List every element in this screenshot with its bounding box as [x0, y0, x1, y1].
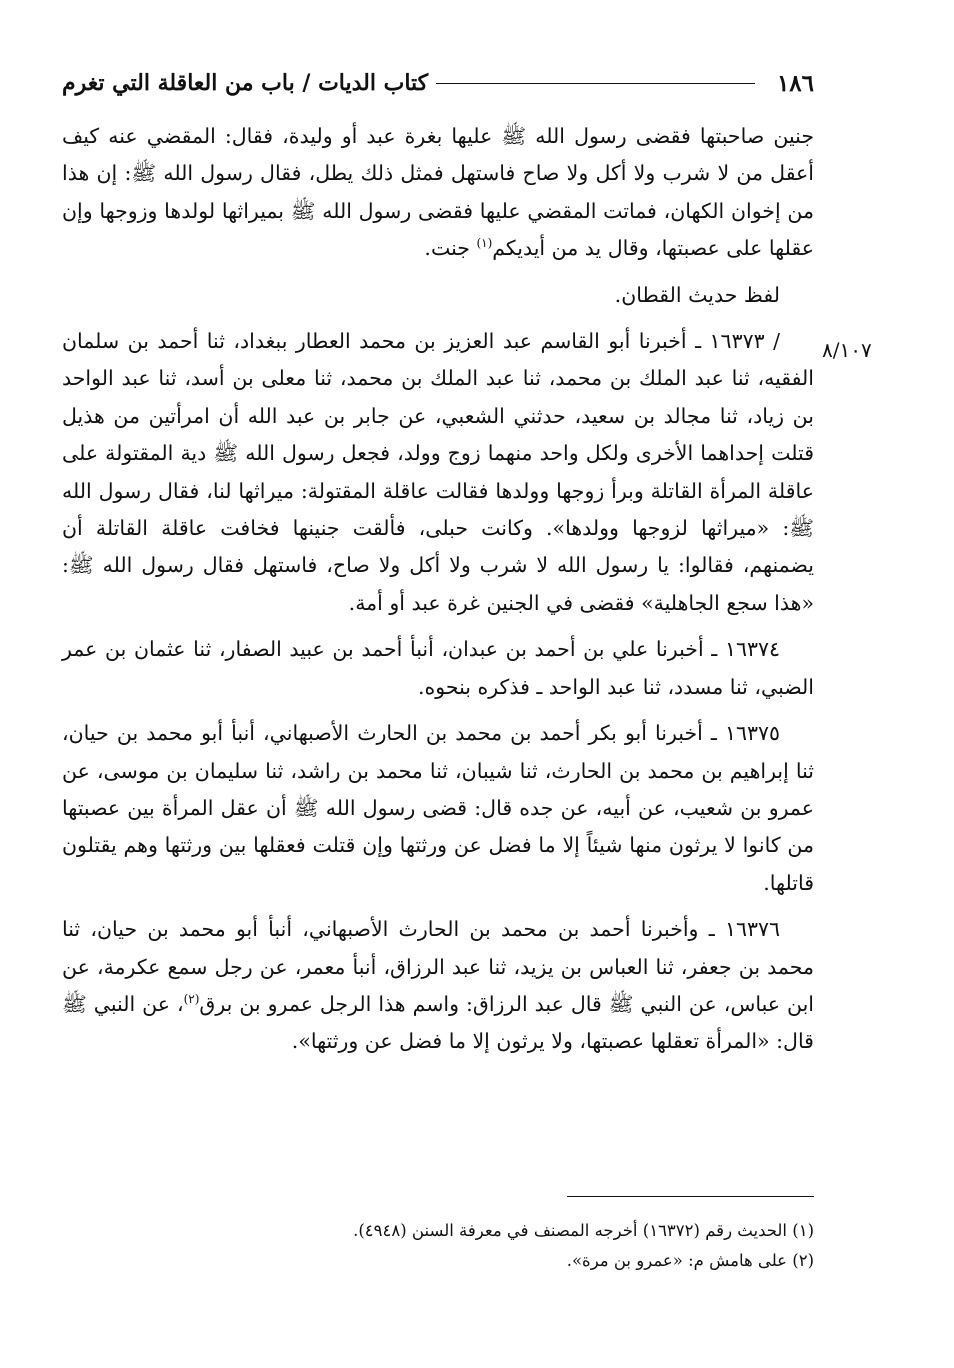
hadith-16373: / ١٦٣٧٣ ـ أخبرنا أبو القاسم عبد العزيز بن محمد العطار ببغداد، ثنا أحمد بن سلمان الفقيه، ثنا عبد الملك بن محمد، ثنا عبد الملك بن محمد، ثنا معلى بن أسد، ثنا عبد الواحد بن زياد، ثنا مجالد بن سعيد، حدثني الشعبي، عن جابر بن عبد الله أن امرأتين من هذيل قتلت إحداهما الأخرى ولكل واحد منهما زوج وولد، فجعل رسول الله ﷺ دية المقتولة على عاقلة المرأة القاتلة وبرأ زوجها وولدها فقالت عاقلة المقتولة: ميراثها لنا، فقال رسول الله ﷺ: «ميراثها لزوجها وولدها». وكانت حبلى، فألقت جنينها فخافت عاقلة القاتلة أن يضمنهم، فقالوا: يا رسول الله لا شرب ولا أكل ولا صاح، فاستهل فقال رسول الله ﷺ: «هذا سجع الجاهلية» فقضى في الجنين غرة عبد أو أمة. — [62, 329, 814, 615]
hadith-16375: ١٦٣٧٥ ـ أخبرنا أبو بكر أحمد بن محمد بن الحارث الأصبهاني، أنبأ أبو محمد بن حيان، ثنا إبراهيم بن محمد بن الحارث، ثنا شيبان، ثنا محمد بن راشد، ثنا سليمان بن موسى، عن عمرو بن شعيب، عن أبيه، عن جده قال: قضى رسول الله ﷺ أن عقل المرأة بين عصبتها من كانوا لا يرثون منها شيئاً إلا ما فضل عن ورثتها وإن قتلت فعقلها بين ورثتها وهم يقتلون قاتلها. — [62, 721, 814, 895]
footnotes — [62, 1216, 814, 1276]
footnote: (١) الحديث رقم (١٦٣٧٢) أخرجه المصنف في معرفة السنن (٤٩٤٨). — [353, 1221, 814, 1240]
main-text — [62, 118, 814, 1070]
footnote-marker: (١) — [476, 236, 493, 251]
footnote-rule — [567, 1196, 814, 1197]
margin-reference: ٨/١٠٧ — [822, 338, 872, 362]
page-number: ١٨٦ — [776, 69, 814, 97]
page-header — [62, 62, 814, 104]
header-rule — [436, 83, 755, 84]
running-title: كتاب الديات / باب من العاقلة التي تغرم — [62, 70, 429, 96]
paragraph: لفظ حديث القطان. — [614, 282, 780, 307]
footnote-marker: (٢) — [183, 992, 200, 1007]
paragraph: جنين صاحبتها فقضى رسول الله ﷺ عليها بغرة عبد أو وليدة، فقال: المقضي عنه كيف أعقل من لا شرب ولا أكل ولا صاح فاستهل فمثل ذلك يطل، فقال رسول الله ﷺ: إن هذا من إخوان الكهان، فماتت المقضي عليها فقضى رسول الله ﷺ بميراثها لولدها وزوجها وإن عقلها على عصبتها، وقال يد من أيديكم$^{(١)}$ جنت. — [62, 124, 814, 261]
hadith-16376: ١٦٣٧٦ ـ وأخبرنا أحمد بن محمد بن الحارث الأصبهاني، أنبأ أبو محمد بن حيان، ثنا محمد بن جعفر، ثنا العباس بن يزيد، ثنا عبد الرزاق، أنبأ معمر، عن رجل سمع عكرمة، عن ابن عباس، عن النبي ﷺ قال عبد الرزاق: واسم هذا الرجل عمرو بن برق$^{(٢)}$، عن النبي ﷺ قال: «المرأة تعقلها عصبتها، ولا يرثون إلا ما فضل عن ورثتها». — [62, 917, 815, 1054]
hadith-16374: ١٦٣٧٤ ـ أخبرنا علي بن أحمد بن عبدان، أنبأ أحمد بن عبيد الصفار، ثنا عثمان بن عمر الضبي، ثنا مسدد، ثنا عبد الواحد ـ فذكره بنحوه. — [62, 637, 814, 699]
footnote: (٢) على هامش م: «عمرو بن مرة». — [566, 1251, 814, 1270]
